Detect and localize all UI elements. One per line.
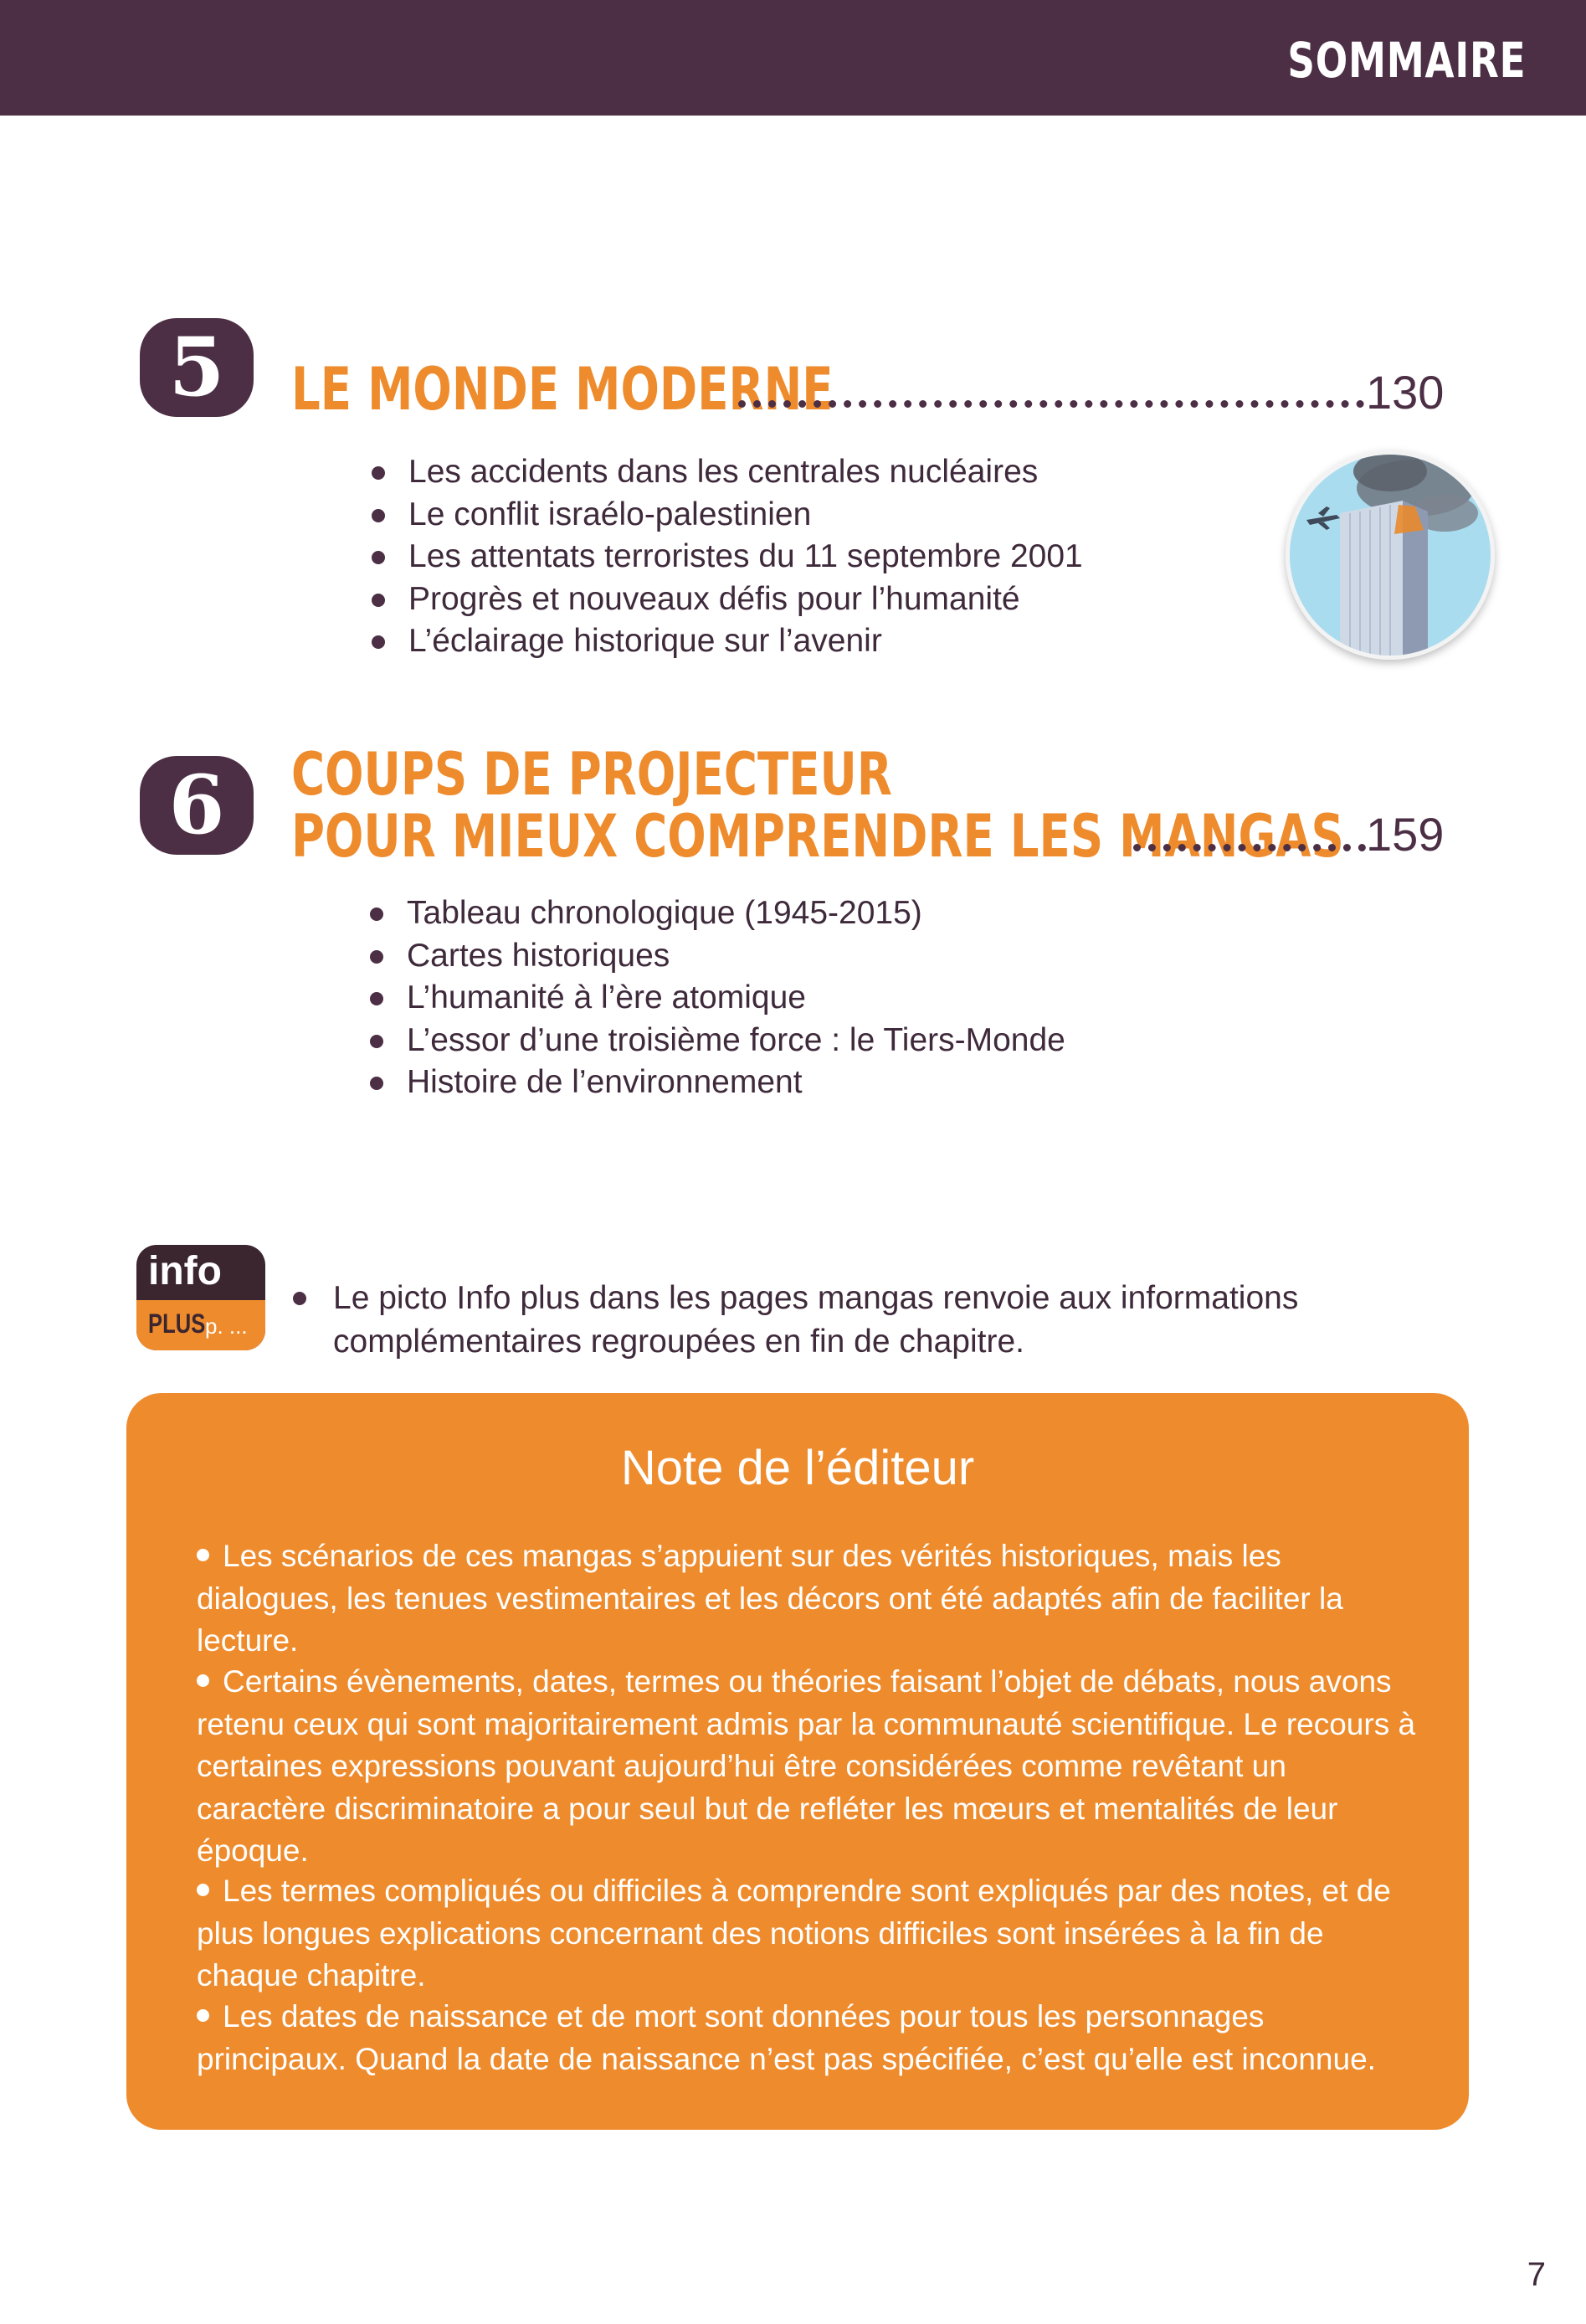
chapter-6-title-line: COUPS DE PROJECTEUR xyxy=(291,740,892,809)
list-item: Progrès et nouveaux défis pour l’humanité xyxy=(367,578,1083,621)
bullet-icon xyxy=(197,1674,209,1687)
list-item: Histoire de l’environnement xyxy=(365,1062,1065,1104)
editor-note-paragraph-text: Les scénarios de ces mangas s’appuient sur des vérités historiques, mais les dialogues, les tenues vestimentaires et les décors ont été adaptés afin de faciliter la lecture. xyxy=(197,1539,1343,1658)
list-item: L’éclairage historique sur l’avenir xyxy=(367,620,1083,663)
chapter-5-leader-dots xyxy=(738,400,1364,408)
editor-note-paragraph-text: Les termes compliqués ou difficiles à comprendre sont expliqués par des notes, et de plus longues explications concernant des notions difficiles sont insérées à la fin de chaque chapitre. xyxy=(197,1874,1391,1992)
editor-note-paragraph xyxy=(197,1535,1419,1663)
bullet-icon xyxy=(197,2009,209,2022)
info-plus-description: Le picto Info plus dans les pages mangas renvoie aux informations complémentaires regroupées en fin de chapitre. xyxy=(293,1277,1337,1364)
info-badge-word: info xyxy=(148,1249,222,1293)
page-number: 7 xyxy=(1527,2256,1546,2293)
chapter-5-page[interactable]: 130 xyxy=(1366,366,1445,419)
editor-note-paragraph xyxy=(197,1996,1419,2080)
info-badge-page: p. ... xyxy=(205,1314,248,1339)
chapter-5-items xyxy=(367,451,1083,663)
editor-note-paragraph-text: Certains évènements, dates, termes ou théories faisant l’objet de débats, nous avons retenu ceux qui sont majoritairement admis par la communauté scientifique. Le recours à certaines expressions pouvant aujourd’hui être considérées comme revêtant un caractère discriminatoire a pour seul but de refléter les mœurs et mentalités de leur époque. xyxy=(197,1664,1416,1868)
list-item: Les accidents dans les centrales nucléaires xyxy=(367,451,1083,494)
chapter-6-title-line: POUR MIEUX COMPRENDRE LES MANGAS xyxy=(291,802,1344,871)
list-item: L’essor d’une troisième force : le Tiers-Monde xyxy=(365,1020,1065,1062)
editor-note-paragraph xyxy=(197,1870,1419,1998)
editor-note-title: Note de l’éditeur xyxy=(620,1441,975,1495)
chapter-5-title-line: LE MONDE MODERNE xyxy=(291,355,834,424)
list-item: Cartes historiques xyxy=(365,935,1065,978)
chapter-6-number: 6 xyxy=(140,756,254,855)
chapter-6-leader-dots xyxy=(1133,844,1366,851)
chapter-5-title xyxy=(291,355,834,424)
info-badge-plus: PLUS xyxy=(148,1309,206,1339)
list-item: L’humanité à l’ère atomique xyxy=(365,977,1065,1020)
header-title: SOMMAIRE xyxy=(1287,32,1526,89)
list-item: Tableau chronologique (1945-2015) xyxy=(365,892,1065,935)
header-bar xyxy=(0,0,1586,116)
bullet-icon xyxy=(197,1549,209,1561)
towers-illustration-svg xyxy=(1290,455,1491,656)
bullet-icon xyxy=(197,1884,209,1896)
editor-note-box xyxy=(126,1393,1469,2130)
chapter-5-number: 5 xyxy=(140,318,254,417)
list-item: Les attentats terroristes du 11 septembre 2001 xyxy=(367,536,1083,578)
info-badge-band xyxy=(136,1300,265,1350)
editor-note-paragraph-text: Les dates de naissance et de mort sont données pour tous les personnages principaux. Quand la date de naissance n’est pas spécifiée, c’est qu’elle est inconnue. xyxy=(197,1999,1376,2076)
list-item: Le conflit israélo-palestinien xyxy=(367,494,1083,537)
chapter-6-items xyxy=(365,892,1065,1104)
info-plus-icon xyxy=(136,1245,265,1350)
chapter-6-page[interactable]: 159 xyxy=(1366,808,1445,861)
editor-note-paragraph xyxy=(197,1661,1419,1873)
towers-illustration xyxy=(1286,450,1495,660)
